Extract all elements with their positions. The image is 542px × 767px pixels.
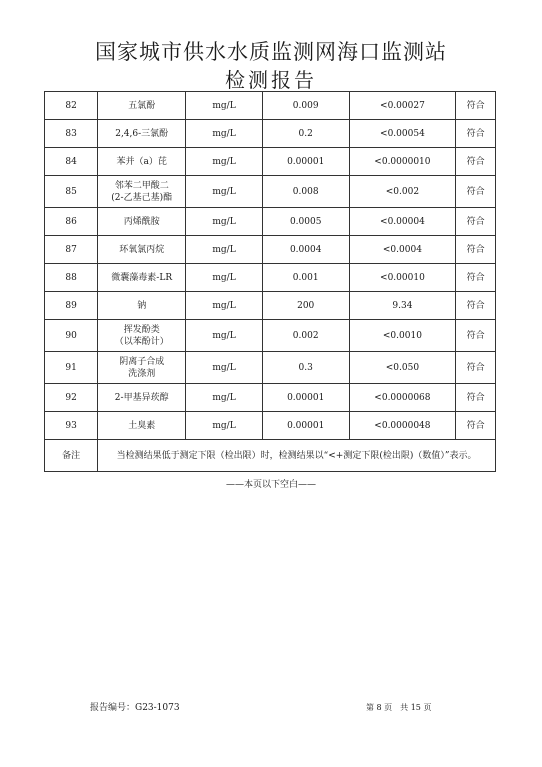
table-row	[45, 264, 496, 292]
item-name-line: 五氯酚	[128, 100, 156, 111]
item-name-line: 微囊藻毒素-LR	[111, 272, 173, 283]
row-number-cell: 92	[45, 384, 98, 412]
judgement-cell: 符合	[456, 264, 496, 292]
table-row	[45, 352, 496, 384]
limit-cell: 0.009	[262, 92, 349, 120]
limit-cell: 0.00001	[262, 412, 349, 440]
unit-cell: mg/L	[186, 236, 263, 264]
item-name-cell	[98, 120, 186, 148]
item-name-line: 挥发酚类	[123, 324, 160, 335]
item-name-cell	[98, 236, 186, 264]
item-name-line: （以苯酚计）	[114, 336, 169, 347]
table-row	[45, 292, 496, 320]
results-table-body	[45, 92, 496, 440]
row-number-cell: 93	[45, 412, 98, 440]
row-number-cell: 89	[45, 292, 98, 320]
limit-cell: 0.2	[262, 120, 349, 148]
result-cell: <0.00010	[349, 264, 456, 292]
result-cell: <0.00027	[349, 92, 456, 120]
table-row	[45, 120, 496, 148]
report-title: 国家城市供水水质监测网海口监测站	[95, 40, 447, 64]
judgement-cell: 符合	[456, 352, 496, 384]
row-number-cell: 91	[45, 352, 98, 384]
item-name-line: 环氧氯丙烷	[119, 244, 165, 255]
row-number-cell: 84	[45, 148, 98, 176]
table-row	[45, 92, 496, 120]
item-name-cell	[98, 384, 186, 412]
item-name-line: 2,4,6-三氯酚	[115, 128, 169, 139]
unit-cell: mg/L	[186, 292, 263, 320]
row-number-cell: 85	[45, 176, 98, 208]
item-name-line: 阴离子合成	[119, 356, 165, 367]
item-name-cell	[98, 320, 186, 352]
judgement-cell: 符合	[456, 120, 496, 148]
table-row	[45, 208, 496, 236]
limit-cell: 0.3	[262, 352, 349, 384]
table-row	[45, 148, 496, 176]
unit-cell: mg/L	[186, 320, 263, 352]
unit-cell: mg/L	[186, 352, 263, 384]
judgement-cell: 符合	[456, 292, 496, 320]
judgement-cell: 符合	[456, 412, 496, 440]
table-row	[45, 384, 496, 412]
result-cell: <0.00004	[349, 208, 456, 236]
judgement-cell: 符合	[456, 236, 496, 264]
unit-cell: mg/L	[186, 384, 263, 412]
limit-cell: 0.0004	[262, 236, 349, 264]
item-name-line: 2-甲基异莰醇	[114, 392, 169, 403]
remark-text: 当检测结果低于测定下限（检出限）时，检测结果以“<+测定下限(检出限)（数值）”表示。	[98, 440, 496, 472]
item-name-cell	[98, 412, 186, 440]
item-name-line: 洗涤剂	[128, 368, 156, 379]
judgement-cell: 符合	[456, 384, 496, 412]
limit-cell: 0.00001	[262, 148, 349, 176]
result-cell: 9.34	[349, 292, 456, 320]
result-cell: <0.0004	[349, 236, 456, 264]
item-name-cell	[98, 176, 186, 208]
table-row	[45, 320, 496, 352]
item-name-line: 邻苯二甲酸二	[114, 180, 169, 191]
judgement-cell: 符合	[456, 148, 496, 176]
item-name-line: 钠	[137, 300, 147, 311]
limit-cell: 0.001	[262, 264, 349, 292]
limit-cell: 0.008	[262, 176, 349, 208]
unit-cell: mg/L	[186, 148, 263, 176]
table-row	[45, 412, 496, 440]
item-name-cell	[98, 208, 186, 236]
limit-cell: 0.00001	[262, 384, 349, 412]
results-table	[44, 91, 496, 472]
item-name-line: (2-乙基己基)酯	[111, 192, 173, 203]
table-row	[45, 236, 496, 264]
table-row	[45, 176, 496, 208]
item-name-cell	[98, 264, 186, 292]
row-number-cell: 88	[45, 264, 98, 292]
remark-label: 备注	[45, 440, 98, 472]
result-cell: <0.0000010	[349, 148, 456, 176]
unit-cell: mg/L	[186, 264, 263, 292]
item-name-cell	[98, 92, 186, 120]
page-number: 第 8 页 共 15 页	[366, 703, 432, 712]
result-cell: <0.050	[349, 352, 456, 384]
blank-below-note: ——本页以下空白——	[225, 480, 316, 490]
judgement-cell: 符合	[456, 92, 496, 120]
limit-cell: 0.0005	[262, 208, 349, 236]
item-name-cell	[98, 148, 186, 176]
result-cell: <0.0010	[349, 320, 456, 352]
item-name-cell	[98, 292, 186, 320]
judgement-cell: 符合	[456, 176, 496, 208]
limit-cell: 200	[262, 292, 349, 320]
unit-cell: mg/L	[186, 208, 263, 236]
item-name-line: 土臭素	[128, 420, 156, 431]
unit-cell: mg/L	[186, 176, 263, 208]
result-cell: <0.00054	[349, 120, 456, 148]
item-name-line: 丙烯酰胺	[123, 216, 160, 227]
judgement-cell: 符合	[456, 320, 496, 352]
unit-cell: mg/L	[186, 92, 263, 120]
row-number-cell: 87	[45, 236, 98, 264]
row-number-cell: 83	[45, 120, 98, 148]
limit-cell: 0.002	[262, 320, 349, 352]
unit-cell: mg/L	[186, 412, 263, 440]
report-subtitle: 检测报告	[225, 68, 317, 92]
row-number-cell: 86	[45, 208, 98, 236]
remark-row	[45, 440, 496, 472]
row-number-cell: 90	[45, 320, 98, 352]
row-number-cell: 82	[45, 92, 98, 120]
result-cell: <0.0000068	[349, 384, 456, 412]
item-name-line: 苯并（a）芘	[116, 156, 167, 167]
report-number: 报告编号：G23-1073	[90, 703, 180, 713]
unit-cell: mg/L	[186, 120, 263, 148]
result-cell: <0.0000048	[349, 412, 456, 440]
item-name-cell	[98, 352, 186, 384]
judgement-cell: 符合	[456, 208, 496, 236]
result-cell: <0.002	[349, 176, 456, 208]
